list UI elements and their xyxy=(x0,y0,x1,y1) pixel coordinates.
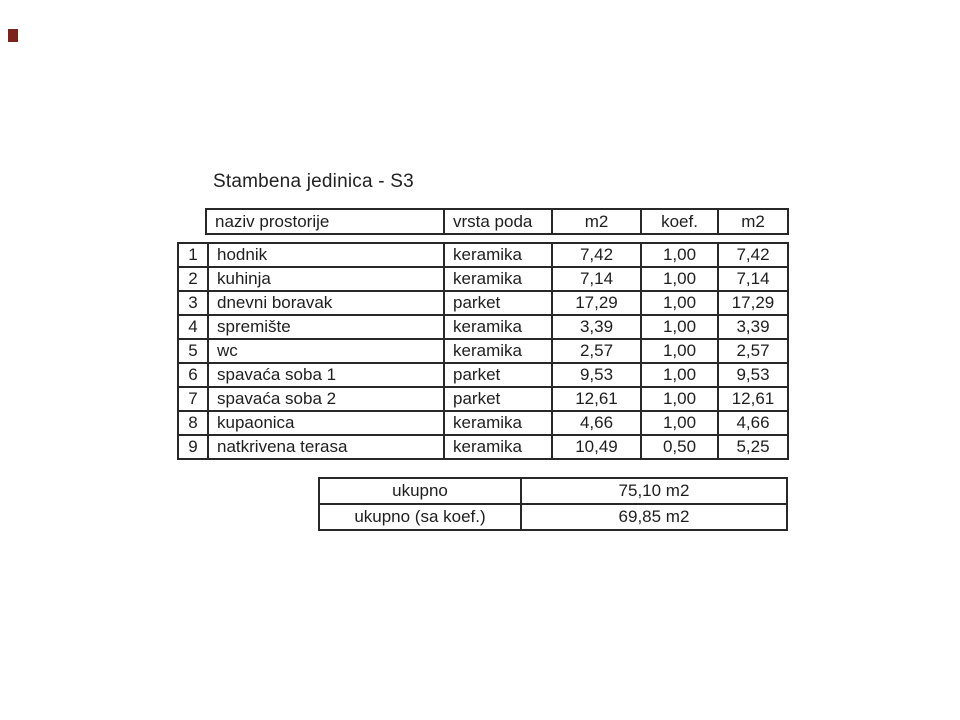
area-with-coef-cell: 2,57 xyxy=(718,339,788,363)
floor-type-cell: keramika xyxy=(444,315,552,339)
room-name-cell: spavaća soba 1 xyxy=(208,363,444,387)
floor-type-cell: parket xyxy=(444,363,552,387)
area-cell: 9,53 xyxy=(552,363,641,387)
summary-value-cell: 75,10 m2 xyxy=(521,478,787,504)
page-title: Stambena jedinica - S3 xyxy=(213,171,414,192)
main-table xyxy=(177,242,789,460)
area-cell: 3,39 xyxy=(552,315,641,339)
area-with-coef-cell: 9,53 xyxy=(718,363,788,387)
room-name-cell: wc xyxy=(208,339,444,363)
row-number-cell: 6 xyxy=(178,363,208,387)
room-name-cell: spremište xyxy=(208,315,444,339)
area-cell: 2,57 xyxy=(552,339,641,363)
row-number-cell: 7 xyxy=(178,387,208,411)
floor-type-cell: keramika xyxy=(444,339,552,363)
area-cell: 7,14 xyxy=(552,267,641,291)
area-cell: 12,61 xyxy=(552,387,641,411)
table-row xyxy=(178,387,788,411)
row-number-cell: 9 xyxy=(178,435,208,459)
area-with-coef-cell: 17,29 xyxy=(718,291,788,315)
row-number-cell: 5 xyxy=(178,339,208,363)
floor-type-cell: parket xyxy=(444,291,552,315)
coefficient-cell: 1,00 xyxy=(641,267,718,291)
table-row xyxy=(178,411,788,435)
floor-type-cell: keramika xyxy=(444,435,552,459)
table-row xyxy=(178,435,788,459)
table-row xyxy=(178,315,788,339)
header-row xyxy=(206,209,788,234)
coefficient-cell: 1,00 xyxy=(641,291,718,315)
summary-row xyxy=(319,504,787,530)
area-cell: 17,29 xyxy=(552,291,641,315)
floor-type-cell: keramika xyxy=(444,243,552,267)
summary-table-body xyxy=(319,478,787,530)
summary-value-cell: 69,85 m2 xyxy=(521,504,787,530)
red-corner-mark xyxy=(8,29,18,42)
room-name-cell: spavaća soba 2 xyxy=(208,387,444,411)
row-number-cell: 8 xyxy=(178,411,208,435)
table-row xyxy=(178,339,788,363)
area-cell: 10,49 xyxy=(552,435,641,459)
row-number-cell: 2 xyxy=(178,267,208,291)
coefficient-cell: 1,00 xyxy=(641,243,718,267)
table-row xyxy=(178,243,788,267)
room-name-cell: kuhinja xyxy=(208,267,444,291)
area-with-coef-cell: 3,39 xyxy=(718,315,788,339)
table-row xyxy=(178,291,788,315)
table-row xyxy=(178,363,788,387)
summary-row xyxy=(319,478,787,504)
col-header-floor-type: vrsta poda xyxy=(444,209,552,234)
floor-type-cell: keramika xyxy=(444,411,552,435)
row-number-cell: 4 xyxy=(178,315,208,339)
room-name-cell: dnevni boravak xyxy=(208,291,444,315)
main-table-header xyxy=(205,208,789,235)
area-with-coef-cell: 5,25 xyxy=(718,435,788,459)
area-with-coef-cell: 4,66 xyxy=(718,411,788,435)
coefficient-cell: 0,50 xyxy=(641,435,718,459)
area-with-coef-cell: 7,42 xyxy=(718,243,788,267)
area-cell: 4,66 xyxy=(552,411,641,435)
col-header-room-name: naziv prostorije xyxy=(206,209,444,234)
summary-table xyxy=(318,477,788,531)
floor-type-cell: parket xyxy=(444,387,552,411)
row-number-cell: 3 xyxy=(178,291,208,315)
area-cell: 7,42 xyxy=(552,243,641,267)
coefficient-cell: 1,00 xyxy=(641,315,718,339)
room-name-cell: kupaonica xyxy=(208,411,444,435)
main-table-body xyxy=(178,243,788,459)
coefficient-cell: 1,00 xyxy=(641,411,718,435)
coefficient-cell: 1,00 xyxy=(641,339,718,363)
col-header-area: m2 xyxy=(552,209,641,234)
coefficient-cell: 1,00 xyxy=(641,387,718,411)
room-name-cell: natkrivena terasa xyxy=(208,435,444,459)
summary-label-cell: ukupno (sa koef.) xyxy=(319,504,521,530)
summary-label-cell: ukupno xyxy=(319,478,521,504)
coefficient-cell: 1,00 xyxy=(641,363,718,387)
row-number-cell: 1 xyxy=(178,243,208,267)
table-row xyxy=(178,267,788,291)
col-header-area-coef: m2 xyxy=(718,209,788,234)
room-name-cell: hodnik xyxy=(208,243,444,267)
area-with-coef-cell: 7,14 xyxy=(718,267,788,291)
floor-type-cell: keramika xyxy=(444,267,552,291)
area-with-coef-cell: 12,61 xyxy=(718,387,788,411)
col-header-coefficient: koef. xyxy=(641,209,718,234)
